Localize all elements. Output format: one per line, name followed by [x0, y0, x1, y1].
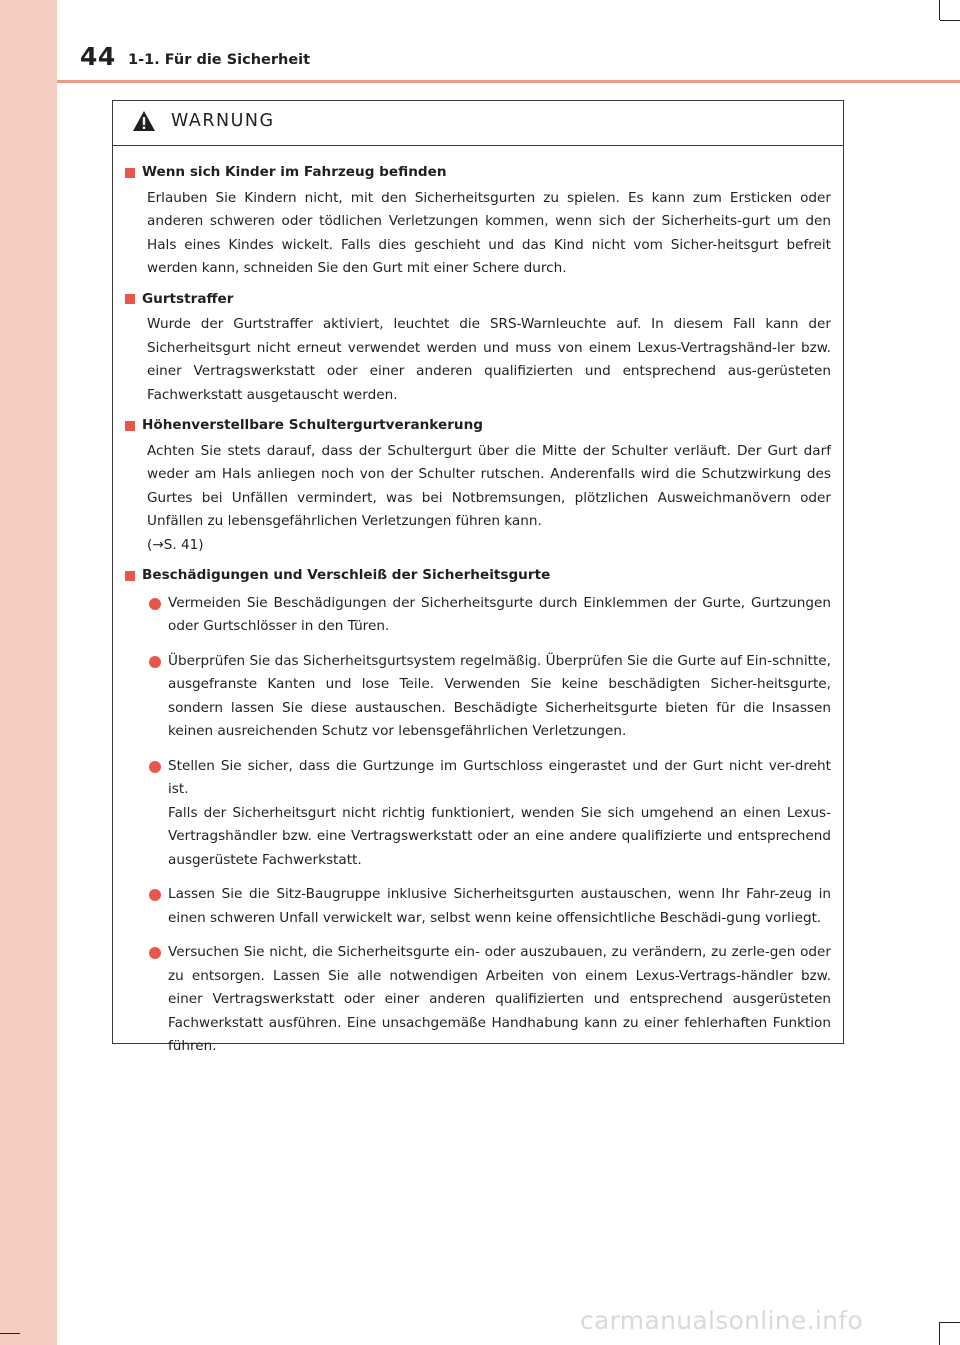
watermark: carmanualsonline.info — [580, 1306, 863, 1335]
section-heading — [125, 161, 831, 185]
section-heading — [125, 414, 831, 438]
warning-triangle-icon — [132, 110, 156, 132]
list-item — [137, 592, 831, 639]
section-title: 1-1. Für die Sicherheit — [128, 52, 311, 68]
page-reference-link[interactable]: (→S. 41) — [147, 536, 204, 553]
list-item-text: Stellen Sie sicher, dass die Gurtzunge im Gurtschloss eingerastet und der Gurt nicht ver-dreht ist. — [168, 757, 831, 797]
warning-title: WARNUNG — [171, 111, 275, 131]
list-item-text: Überprüfen Sie das Sicherheitsgurtsystem regelmäßig. Überprüfen Sie die Gurte auf Ein-schnitte, ausgefranste Kanten und lose Teile. Verwenden Sie keine beschädigten Sicher-heitsgurte, sondern lassen Sie diese austauschen. Beschädigte Sicherheitsgurte bieten für die Insassen keinen ausreichenden Schutz vor lebensgefährlichen Verletzungen. — [168, 652, 831, 739]
section-heading — [125, 288, 831, 312]
section-text: Erlauben Sie Kindern nicht, mit den Sicherheitsgurten zu spielen. Es kann zum Ersticken oder anderen schweren oder tödlichen Verletzungen kommen, wenn sich der Sicherheits-gurt um den Hals eines Kindes wickelt. Falls dies geschieht und das Kind nicht vom Sicher-heitsgurt befreit werden kann, schneiden Sie den Gurt mit einer Schere durch. — [147, 189, 831, 276]
round-bullet-icon — [149, 598, 161, 610]
round-bullet-icon — [149, 656, 161, 668]
round-bullet-icon — [149, 889, 161, 901]
crop-mark — [940, 20, 960, 21]
warning-body — [113, 146, 843, 1059]
section-heading-text: Höhenverstellbare Schultergurtverankerung — [142, 417, 483, 433]
list-item-text: Versuchen Sie nicht, die Sicherheitsgurte ein- oder auszubauen, zu verändern, zu zerle-gen oder zu entsorgen. Lassen Sie alle notwendigen Arbeiten von einem Lexus-Vertrags-händler bzw. einer Vertragswerkstatt oder einer anderen qualifizierten und entsprechend ausgerüsteten Fachwerkstatt ausführen. Eine unsachgemäße Handhabung kann zu einer fehlerhaften Funktion führen. — [168, 944, 831, 1054]
square-bullet-icon — [125, 571, 135, 581]
list-item-text: Lassen Sie die Sitz-Baugruppe inklusive Sicherheitsgurten austauschen, wenn Ihr Fahr-zeug in einen schweren Unfall verwickelt war, selbst wenn keine offensichtliche Beschädi-gung vorliegt. — [168, 886, 831, 926]
section-text — [147, 440, 831, 558]
round-bullet-icon — [149, 761, 161, 773]
section-heading-text: Beschädigungen und Verschleiß der Sicherheitsgurte — [142, 567, 551, 583]
warning-header — [113, 101, 843, 146]
crop-mark — [939, 0, 940, 20]
side-color-strip — [0, 0, 57, 1345]
section-text-body: Achten Sie stets darauf, dass der Schultergurt über die Mitte der Schulter verläuft. Der Gurt darf weder am Hals anliegen noch von der Schulter rutschen. Anderenfalls wird die Schutzwirkung des Gurtes bei Unfällen vermindert, was bei Notbremsungen, plötzlichen Ausweichmanövern oder Unfällen zu lebensgefährlichen Verletzungen führen kann. — [147, 442, 831, 529]
page-number: 44 — [80, 42, 116, 71]
list-item — [137, 755, 831, 873]
square-bullet-icon — [125, 421, 135, 431]
square-bullet-icon — [125, 168, 135, 178]
round-bullet-icon — [149, 947, 161, 959]
crop-mark — [0, 1333, 20, 1334]
list-item — [137, 883, 831, 930]
square-bullet-icon — [125, 294, 135, 304]
section-heading-text: Gurtstraffer — [142, 290, 234, 307]
list-item — [137, 941, 831, 1059]
list-item-extra-text: Falls der Sicherheitsgurt nicht richtig funktioniert, wenden Sie sich umgehend an einen Lexus-Vertragshändler bzw. eine Vertragswerkstatt oder an eine andere qualifizierte und entsprechend ausgerüstete Fachwerkstatt. — [168, 804, 831, 868]
crop-mark — [939, 1322, 940, 1345]
section-heading-text: Wenn sich Kinder im Fahrzeug befinden — [142, 164, 447, 180]
section-heading — [125, 564, 831, 588]
list-item — [137, 650, 831, 744]
list-item-text: Vermeiden Sie Beschädigungen der Sicherheitsgurte durch Einklemmen der Gurte, Gurtzungen oder Gurtschlösser in den Türen. — [168, 594, 831, 634]
section-text: Wurde der Gurtstraffer aktiviert, leuchtet die SRS-Warnleuchte auf. In diesem Fall kann der Sicherheitsgurt nicht erneut verwendet werden und muss von einem Lexus-Vertragshänd-ler bzw. einer Vertragswerkstatt oder einer anderen qualifizierten und entsprechend aus-gerüsteten Fachwerkstatt ausgetauscht werden. — [147, 316, 831, 403]
header-rule — [57, 80, 960, 83]
crop-mark — [940, 1322, 960, 1323]
warning-box — [112, 100, 844, 1054]
